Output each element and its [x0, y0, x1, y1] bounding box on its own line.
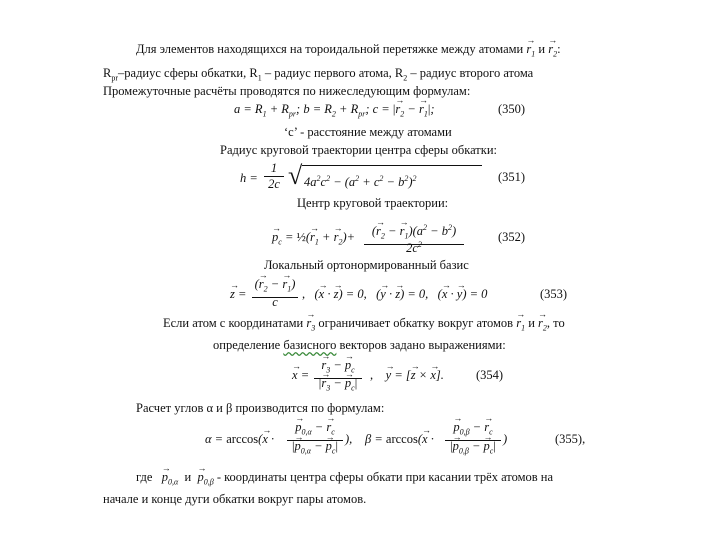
eq-number-355: (355),	[555, 432, 586, 446]
radius-definitions: $R_{рr}$–радиус сферы обкатки, $R_1$ – радиус первого атома, $R_2$ – радиус второго атома	[103, 66, 534, 83]
basis-definition-line: определение базисного векторов задано выражениями:	[213, 338, 506, 352]
arc-endpoints-line: начале и конце дуги обкатки вокруг пары атомов.	[103, 492, 367, 506]
eq-number-354: (354)	[476, 368, 504, 382]
c-distance-note: ‘c’ - расстояние между атомами	[284, 125, 452, 139]
where-line: где → $p_{0,\alpha}$ $и \to p_{0,\beta}$ - координаты центра сферы обкати при касании трёх атомов на	[136, 470, 553, 490]
local-basis-heading: Локальный ортонормированный базис	[264, 258, 469, 272]
intro-text: Для элементов находящихся на тороидальной перетяжке между атомами	[136, 42, 524, 56]
eq-number-353: (353)	[540, 287, 568, 301]
eq-number-351: (351)	[498, 170, 526, 184]
angles-heading: Расчет углов α и β производится по формулам:	[136, 401, 385, 415]
intermediate-calc-line: Промежуточные расчёты проводятся по нижеследующим формулам:	[103, 84, 471, 98]
intro-line: Для элементов находящихся на тороидальной перетяжке между атомами → $r_1$ $и \to r_2$:	[136, 42, 561, 62]
trajectory-center-heading: Центр круговой траектории:	[297, 196, 449, 210]
formula-350: $a = R_1 + R_{pr}$; $b = R_2 + R_{pr}$; c = |→ $r_2$ − → $r_1|$;	[234, 102, 435, 122]
atom-constraint-line: Если атом с координатами → $r_3$ ограничивает обкатку вокруг атомов → $r_1$ $и \to r_2$, то	[163, 316, 565, 336]
trajectory-radius-heading: Радиус круговой траектории центра сферы обкатки:	[220, 143, 498, 157]
eq-number-350: (350)	[498, 102, 526, 116]
eq-number-352: (352)	[498, 230, 526, 244]
